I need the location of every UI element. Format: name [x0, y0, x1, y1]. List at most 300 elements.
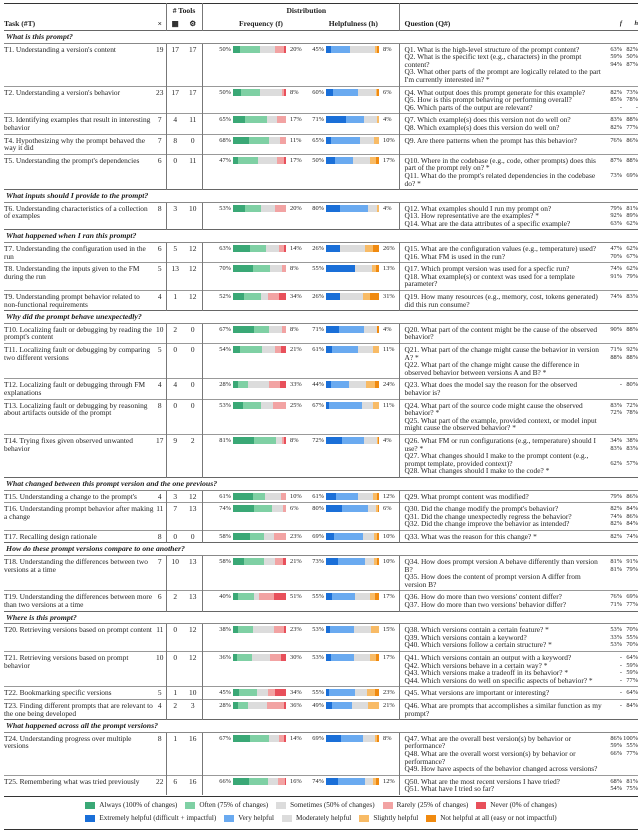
task-count: 17 — [156, 435, 164, 445]
frequency-stacked-bar — [233, 778, 286, 785]
helpfulness-positive: 74% — [312, 777, 324, 785]
task-row — [4, 434, 638, 477]
question-f: 47% — [610, 245, 623, 253]
helpfulness-positive: 71% — [312, 116, 324, 124]
legend-swatch — [426, 815, 436, 822]
task-label: T11. Localizing fault or debugging by comparing two different versions — [4, 345, 151, 362]
frequency-stacked-bar — [233, 245, 286, 252]
question-h: 92% — [626, 346, 639, 353]
helpfulness-stacked-bar — [326, 505, 379, 512]
frequency-positive: 68% — [219, 136, 231, 144]
question-f: 53% — [610, 641, 623, 649]
question-f-list — [604, 556, 622, 591]
task-header: Task (#T) — [4, 19, 36, 29]
 — [202, 243, 214, 263]
task-count: 8 — [157, 203, 162, 213]
helpfulness-negative: 10% — [383, 558, 395, 566]
task-row — [4, 202, 638, 230]
frequency-stacked-bar — [233, 326, 286, 333]
question-h: 38% — [626, 436, 639, 444]
helpfulness-positive: 50% — [312, 156, 324, 164]
helpfulness-segment — [360, 137, 373, 144]
legend-label: Often (75% of changes) — [199, 800, 269, 809]
helpfulness-positive: 45% — [312, 45, 324, 53]
question-list — [399, 114, 604, 134]
question-h: 77% — [626, 123, 639, 131]
frequency-positive: 28% — [219, 381, 231, 389]
legend-item — [276, 800, 374, 811]
helpfulness-segment — [353, 157, 370, 164]
tool-count-gears: 13 — [189, 592, 197, 602]
frequency-segment — [261, 205, 275, 212]
question-f-list — [604, 114, 622, 134]
legend-swatch — [282, 815, 292, 822]
frequency-segment — [270, 654, 281, 661]
frequency-positive: 45% — [219, 689, 231, 697]
frequency-segment — [284, 437, 286, 444]
task-row — [4, 399, 638, 434]
task-count: 19 — [156, 44, 164, 54]
helpfulness-negative: 11% — [383, 401, 395, 409]
question-f: 82% — [610, 532, 623, 540]
question-f-list — [604, 344, 622, 379]
legend-swatch — [85, 802, 95, 809]
question-text: Q8. Which example(s) does this version do well on? — [404, 122, 560, 132]
question-h: 79% — [626, 272, 639, 280]
task-label: T15. Understanding a change to the prompt's — [4, 491, 137, 501]
frequency-segment — [259, 593, 274, 600]
helpfulness-segment — [334, 533, 363, 540]
 — [202, 344, 214, 379]
helpfulness-bar — [326, 687, 381, 700]
section-header-row — [4, 543, 638, 556]
question-text: Q3. What other parts of the prompt are logically related to the part I'm currently interested in? * — [404, 67, 601, 84]
helpfulness-positive: 44% — [312, 381, 324, 389]
 — [202, 699, 214, 719]
helpfulness-bar — [326, 134, 381, 154]
task-label: T4. Hypothesizing why the prompt behaved the way it did — [4, 135, 146, 153]
helpfulness-segment — [377, 89, 379, 96]
question-f: 79% — [610, 204, 623, 212]
helpfulness-segment — [350, 46, 375, 53]
question-f-list — [604, 775, 622, 795]
question-text: Q1. What is the high-level structure of the prompt content? — [404, 44, 580, 54]
question-text: Q19. How many resources (e.g., memory, cost, tokens generated) did this run consume? — [404, 292, 598, 309]
task-row — [4, 490, 638, 503]
helpfulness-segment — [342, 437, 364, 444]
question-h-list — [622, 154, 638, 189]
question-h-list — [622, 43, 638, 86]
question-h: 62% — [626, 219, 639, 227]
helpfulness-negative: 15% — [383, 626, 395, 634]
frequency-positive: 66% — [219, 777, 231, 785]
frequency-segment — [240, 46, 259, 53]
question-h-list — [622, 775, 638, 795]
question-text: Q32. Did the change improve the behavior as intended? — [404, 519, 570, 529]
tool-count-gears: 3 — [190, 700, 195, 710]
 — [202, 154, 214, 189]
legend — [4, 796, 638, 830]
helpfulness-header: Helpfulness (h) — [328, 19, 378, 29]
question-f: 90% — [610, 325, 623, 333]
question-list — [399, 699, 604, 719]
task-label: T10. Localizing fault or debugging by reading the prompt's content — [4, 324, 152, 342]
question-list — [399, 202, 604, 230]
question-f: 82% — [610, 520, 623, 528]
frequency-segment — [238, 157, 258, 164]
tool-count-book: 1 — [166, 687, 184, 700]
tool-count-gears: 11 — [189, 155, 197, 165]
helpfulness-bar — [326, 699, 381, 719]
frequency-bar — [233, 775, 288, 795]
frequency-negative: 33% — [290, 381, 302, 389]
frequency-segment — [254, 505, 272, 512]
question-h-list — [622, 591, 638, 611]
task-label: T12. Localizing fault or debugging through FM explanations — [4, 380, 146, 397]
question-f: 76% — [610, 593, 623, 601]
tool-count-gears: 17 — [189, 44, 197, 54]
frequency-bar — [233, 530, 288, 543]
question-list — [399, 556, 604, 591]
question-h: 88% — [626, 325, 639, 333]
helpfulness-segment — [358, 89, 376, 96]
task-count: 4 — [157, 380, 162, 390]
task-row — [4, 323, 638, 343]
task-label: T13. Localizing fault or debugging by reasoning about artifacts outside of the prompt — [4, 400, 148, 418]
frequency-negative: 51% — [290, 593, 302, 601]
task-row — [4, 732, 638, 775]
helpfulness-segment — [326, 326, 339, 333]
question-h-list — [622, 114, 638, 134]
question-f-list — [604, 624, 622, 652]
frequency-negative: 25% — [290, 401, 302, 409]
question-list — [399, 434, 604, 477]
frequency-header: Frequency (f) — [239, 19, 283, 29]
frequency-segment — [282, 265, 286, 272]
frequency-negative: 23% — [290, 532, 302, 540]
helpfulness-segment — [368, 205, 376, 212]
frequency-positive: 28% — [219, 701, 231, 709]
helpfulness-stacked-bar — [326, 702, 379, 709]
tool-count-gears: 16 — [189, 733, 197, 743]
frequency-negative: 21% — [290, 558, 302, 566]
helpfulness-negative: 4% — [383, 116, 392, 124]
frequency-bar — [233, 263, 288, 291]
helpfulness-segment — [340, 293, 363, 300]
helpfulness-stacked-bar — [326, 137, 379, 144]
frequency-segment — [268, 778, 278, 785]
frequency-positive: 58% — [219, 558, 231, 566]
 — [202, 114, 214, 134]
task-row — [4, 530, 638, 543]
task-row — [4, 243, 638, 263]
question-h: 70% — [626, 626, 639, 634]
frequency-segment — [266, 245, 278, 252]
task-count: 4 — [157, 292, 162, 302]
frequency-positive: 36% — [219, 654, 231, 661]
helpfulness-segment — [375, 689, 379, 696]
question-f: 74% — [610, 265, 623, 273]
task-row — [4, 503, 638, 531]
frequency-bar — [233, 154, 288, 189]
frequency-negative: 8% — [290, 88, 299, 96]
frequency-segment — [260, 89, 282, 96]
frequency-stacked-bar — [233, 626, 286, 633]
question-text: Q4. What output does this prompt generate for this example? — [404, 87, 586, 97]
question-f: 71% — [610, 601, 623, 609]
question-h-list — [622, 503, 638, 531]
helpfulness-bar — [326, 114, 381, 134]
frequency-bar — [233, 434, 288, 477]
helpfulness-segment — [370, 293, 379, 300]
frequency-segment — [277, 116, 286, 123]
question-f: 59% — [610, 742, 623, 750]
frequency-segment — [275, 205, 286, 212]
tool-count-book: 0 — [166, 399, 184, 434]
helpfulness-segment — [355, 265, 372, 272]
question-f-list — [604, 379, 622, 399]
book-icon: ▦ — [166, 17, 184, 31]
question-f-list — [604, 687, 622, 700]
question-text: Q31. Did the change unexpectedly regress the behavior? — [404, 511, 572, 521]
tool-count-book: 2 — [166, 699, 184, 719]
frequency-segment — [273, 402, 286, 409]
helpfulness-negative: 8% — [383, 734, 392, 742]
question-h: 100% — [623, 734, 639, 742]
helpfulness-segment — [362, 402, 374, 409]
legend-swatch — [476, 802, 486, 809]
frequency-segment — [245, 116, 268, 123]
task-count: 8 — [157, 400, 162, 410]
frequency-segment — [283, 505, 286, 512]
frequency-positive: 47% — [219, 156, 231, 164]
h-header: h — [634, 20, 639, 28]
frequency-segment — [269, 381, 281, 388]
question-text: Q46. What are prompts that accomplishes a similar function as my prompt? — [404, 700, 602, 718]
question-h: 86% — [626, 512, 639, 520]
helpfulness-negative: 17% — [383, 156, 395, 164]
helpfulness-positive: 61% — [312, 492, 324, 500]
question-text: Q15. What are the configuration values (e.g., temperature) used? — [404, 244, 597, 254]
question-f: - — [619, 676, 623, 684]
question-h: 64% — [626, 689, 639, 697]
question-h: 67% — [626, 252, 639, 260]
helpfulness-stacked-bar — [326, 402, 379, 409]
legend-item — [224, 813, 274, 824]
frequency-segment — [280, 381, 286, 388]
question-h: 74% — [626, 532, 639, 540]
frequency-segment — [284, 89, 286, 96]
question-f-list — [604, 434, 622, 477]
task-label: T24. Understanding progress over multiple versions — [4, 733, 132, 751]
frequency-stacked-bar — [233, 702, 286, 709]
frequency-segment — [284, 702, 286, 709]
frequency-stacked-bar — [233, 137, 286, 144]
frequency-segment — [274, 533, 286, 540]
frequency-segment — [233, 778, 249, 785]
 — [202, 732, 214, 775]
 — [202, 652, 214, 687]
frequency-segment — [244, 558, 264, 565]
frequency-negative: 21% — [290, 346, 302, 353]
helpfulness-segment — [377, 533, 379, 540]
frequency-stacked-bar — [233, 346, 286, 353]
helpfulness-segment — [326, 558, 338, 565]
question-h-list — [622, 530, 638, 543]
frequency-segment — [264, 533, 274, 540]
helpfulness-positive: 69% — [312, 734, 324, 742]
task-row — [4, 379, 638, 399]
question-f: 83% — [610, 401, 623, 409]
question-h-list — [622, 687, 638, 700]
question-f-list — [604, 154, 622, 189]
question-f: - — [619, 689, 623, 697]
frequency-segment — [274, 593, 286, 600]
frequency-stacked-bar — [233, 493, 286, 500]
tool-count-book: 5 — [166, 243, 184, 263]
 — [202, 624, 214, 652]
question-h-list — [622, 624, 638, 652]
helpfulness-segment — [375, 593, 379, 600]
frequency-stacked-bar — [233, 381, 286, 388]
task-row — [4, 154, 638, 189]
helpfulness-segment — [366, 381, 375, 388]
question-list — [399, 591, 604, 611]
task-label: T5. Understanding the prompt's dependencies — [4, 155, 140, 165]
frequency-segment — [275, 558, 283, 565]
question-h: 87% — [626, 60, 639, 68]
question-text: Q24. What part of the source code might cause the observed behavior? * — [404, 400, 583, 418]
frequency-segment — [250, 245, 266, 252]
question-h: 88% — [626, 353, 639, 361]
question-text: Q21. What part of the change might cause the behavior in version A? * — [404, 345, 599, 362]
section-title: What happened across all the prompt versions? — [4, 720, 638, 733]
helpfulness-bar — [326, 379, 381, 399]
tool-count-gears: 10 — [189, 688, 197, 698]
task-row — [4, 263, 638, 291]
question-text: Q5. How is this prompt behaving or performing overall? — [404, 95, 572, 105]
question-h-list — [622, 323, 638, 343]
frequency-negative: 14% — [290, 734, 302, 742]
question-f: 66% — [610, 749, 623, 757]
question-f: 76% — [610, 136, 623, 144]
frequency-segment — [238, 593, 254, 600]
section-title: What is this prompt? — [4, 31, 638, 44]
helpfulness-positive: 55% — [312, 265, 324, 273]
 — [202, 379, 214, 399]
helpfulness-stacked-bar — [326, 493, 379, 500]
helpfulness-negative: 8% — [383, 45, 392, 53]
legend-item — [426, 813, 556, 824]
legend-label: Extremely helpful (difficult + impactful) — [99, 813, 217, 822]
frequency-segment — [233, 137, 249, 144]
question-list — [399, 154, 604, 189]
task-count: 7 — [157, 135, 162, 145]
task-row — [4, 114, 638, 134]
question-h: 88% — [626, 156, 639, 164]
tool-count-gears: 12 — [189, 653, 197, 662]
tool-count-gears: 10 — [189, 203, 197, 213]
helpfulness-bar — [326, 243, 381, 263]
frequency-negative: 23% — [290, 626, 302, 634]
question-f: 73% — [610, 171, 623, 179]
frequency-stacked-bar — [233, 505, 286, 512]
question-f: 82% — [610, 88, 623, 96]
helpfulness-segment — [332, 593, 355, 600]
task-count: 6 — [157, 244, 162, 254]
question-f-list — [604, 323, 622, 343]
helpfulness-stacked-bar — [326, 293, 379, 300]
task-count: 8 — [157, 733, 162, 743]
helpfulness-stacked-bar — [326, 558, 379, 565]
tool-count-book: 6 — [166, 775, 184, 795]
helpfulness-stacked-bar — [326, 533, 379, 540]
question-text: Q37. How do more than two versions' behavior differ? — [404, 600, 567, 610]
frequency-bar — [233, 243, 288, 263]
helpfulness-segment — [332, 702, 352, 709]
legend-swatch — [185, 802, 195, 809]
task-label: T3. Identifying examples that result in interesting behavior — [4, 115, 151, 132]
frequency-stacked-bar — [233, 437, 286, 444]
legend-item — [383, 800, 469, 811]
frequency-positive: 81% — [219, 436, 231, 444]
task-label: T7. Understanding the configuration used in the run — [4, 244, 146, 261]
frequency-positive: 54% — [219, 346, 231, 353]
question-text: Q38. Which versions contain a certain feature? * — [404, 625, 549, 635]
frequency-positive: 67% — [219, 325, 231, 333]
frequency-stacked-bar — [233, 89, 286, 96]
helpfulness-negative: 4% — [383, 325, 392, 333]
helpfulness-segment — [365, 245, 372, 252]
frequency-segment — [233, 293, 244, 300]
helpfulness-positive: 80% — [312, 204, 324, 212]
helpfulness-segment — [329, 402, 361, 409]
tool-count-book: 1 — [166, 291, 184, 311]
helpfulness-stacked-bar — [326, 346, 379, 353]
helpfulness-segment — [375, 381, 379, 388]
frequency-positive: 70% — [219, 265, 231, 273]
helpfulness-positive: 69% — [312, 532, 324, 540]
helpfulness-negative: 10% — [383, 136, 395, 144]
question-f-list — [604, 202, 622, 230]
helpfulness-segment — [338, 778, 366, 785]
tool-count-gears: 11 — [189, 115, 197, 125]
question-text: Q12. What examples should I run my prompt on? — [404, 203, 552, 213]
question-f-list — [604, 291, 622, 311]
section-title: What changed between this prompt version and the one previous? — [4, 477, 638, 490]
frequency-segment — [254, 326, 268, 333]
helpfulness-segment — [352, 702, 368, 709]
section-title: Why did the prompt behave unexpectedly? — [4, 311, 638, 324]
helpfulness-segment — [377, 205, 379, 212]
helpfulness-stacked-bar — [326, 381, 379, 388]
question-h: 64% — [626, 654, 639, 661]
helpfulness-segment — [373, 346, 379, 353]
frequency-segment — [249, 137, 269, 144]
question-h: 62% — [626, 265, 639, 273]
question-f: - — [619, 669, 623, 677]
question-h: 59% — [626, 669, 639, 677]
helpfulness-bar — [326, 344, 381, 379]
legend-label: Sometimes (50% of changes) — [290, 800, 375, 809]
task-row — [4, 652, 638, 687]
question-f-list — [604, 530, 622, 543]
legend-label: Never (0% of changes) — [490, 800, 557, 809]
 — [202, 490, 214, 503]
section-title: What inputs should I provide to the prompt? — [4, 190, 638, 203]
question-h: 86% — [626, 492, 639, 500]
frequency-segment — [233, 205, 245, 212]
